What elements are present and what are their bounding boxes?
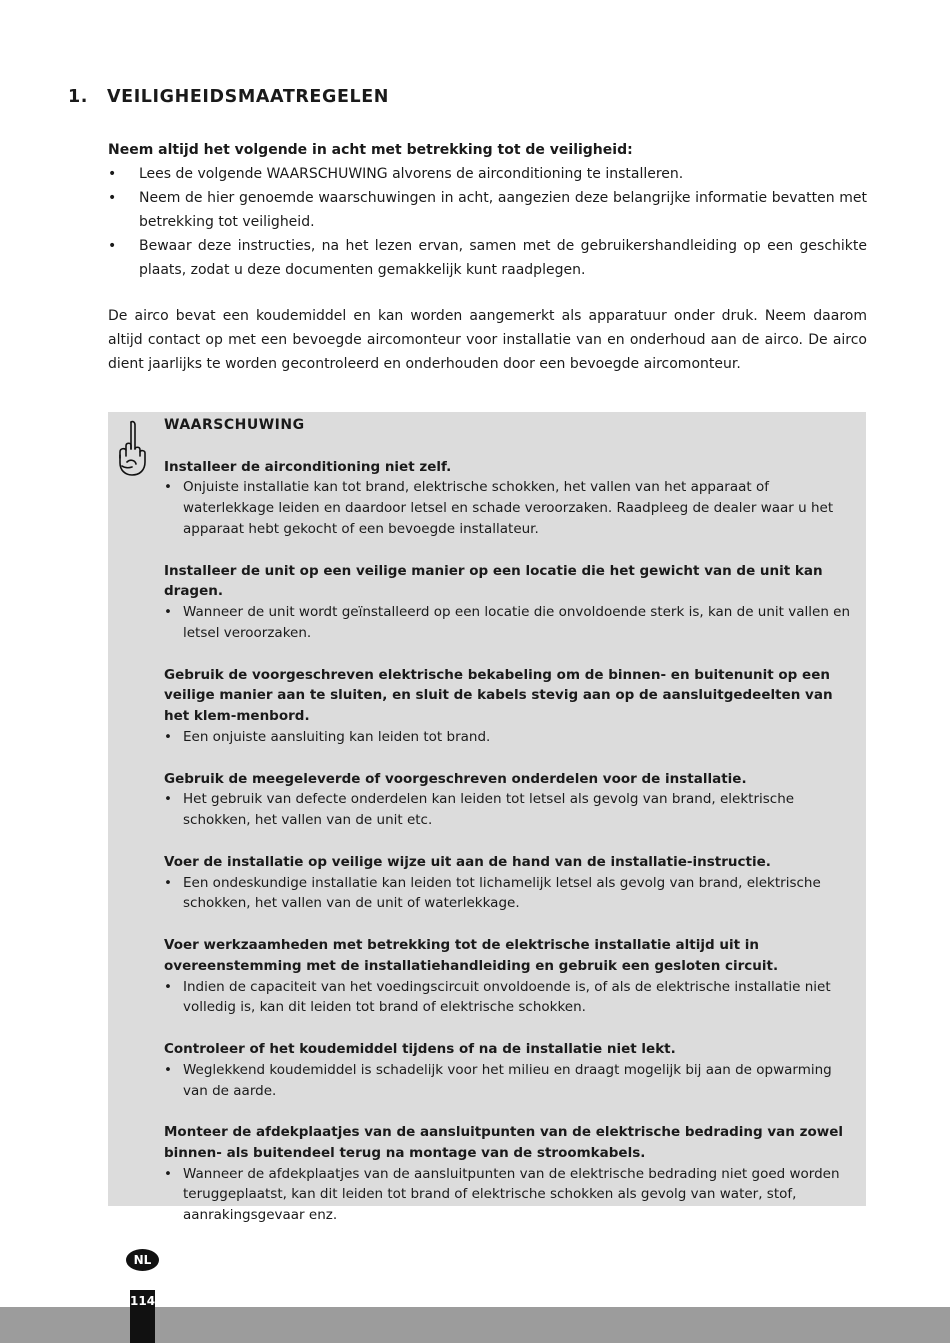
bullet-icon: • bbox=[164, 604, 172, 621]
warning-item-text: Een onjuiste aansluiting kan leiden tot brand. bbox=[183, 728, 491, 745]
intro-bullet bbox=[108, 234, 867, 282]
warning-item-text: Indien de capaciteit van het voedingscircuit onvoldoende is, of als de elektrische installatie niet volledig is, kan dit leiden tot brand of elektrische schokken. bbox=[183, 978, 831, 1016]
warning-heading: Voer de installatie op veilige wijze uit aan de hand van de installatie-instructie. bbox=[164, 853, 771, 870]
warning-heading: Controleer of het koudemiddel tijdens of na de installatie niet lekt. bbox=[164, 1040, 676, 1057]
intro bbox=[108, 138, 867, 282]
warning-heading: Gebruik de voorgeschreven elektrische bekabeling om de binnen- en buitenunit op een veilige manier aan te sluiten, en sluit de kabels stevig aan op de aansluitgedeelten van het klem-menbord. bbox=[164, 666, 833, 725]
intro-paragraph: De airco bevat een koudemiddel en kan worden aangemerkt als apparatuur onder druk. Neem daarom altijd contact op met een bevoegde aircomonteur voor installatie van en onderhoud aan de airco. De airco dient jaarlijks te worden gecontroleerd en onderhouden door een bevoegde aircomonteur. bbox=[108, 308, 867, 372]
warning-heading: Monteer de afdekplaatjes van de aansluitpunten van de elektrische bedrading van zowel binnen- als buitendeel terug na montage van de stroomkabels. bbox=[164, 1124, 843, 1161]
warning-block bbox=[164, 769, 854, 831]
warning-title: WAARSCHUWING bbox=[164, 417, 305, 433]
bullet-icon: • bbox=[164, 978, 172, 995]
warning-block bbox=[164, 561, 854, 644]
warning-block bbox=[164, 1122, 854, 1226]
bullet-icon: • bbox=[164, 791, 172, 808]
warning-block bbox=[164, 852, 854, 914]
language-badge: NL bbox=[126, 1249, 159, 1271]
warning-heading: Voer werkzaamheden met betrekking tot de elektrische installatie altijd uit in overeenstemming met de installatiehandleiding en gebruik een gesloten circuit. bbox=[164, 936, 779, 974]
section-number: 1. bbox=[68, 87, 89, 107]
warning-item bbox=[164, 977, 854, 1019]
bullet-icon: • bbox=[164, 479, 172, 496]
bullet-icon: • bbox=[108, 238, 117, 254]
warning-item bbox=[164, 789, 854, 831]
intro-bullet-text: Neem de hier genoemde waarschuwingen in acht, aangezien deze belangrijke informatie bevatten met betrekking tot veiligheid. bbox=[139, 190, 867, 230]
warning-block bbox=[164, 457, 854, 540]
bullet-icon: • bbox=[164, 1165, 172, 1182]
warning-item bbox=[164, 1060, 854, 1102]
warning-heading: Installeer de airconditioning niet zelf. bbox=[164, 458, 452, 475]
warning-item bbox=[164, 602, 854, 644]
bullet-icon: • bbox=[164, 874, 172, 891]
intro-bullet-text: Bewaar deze instructies, na het lezen ervan, samen met de gebruikershandleiding op een geschikte plaats, zodat u deze documenten gemakkelijk kunt raadplegen. bbox=[139, 238, 867, 278]
intro-bullet-text: Lees de volgende WAARSCHUWING alvorens de airconditioning te installeren. bbox=[139, 166, 684, 182]
warning-item-text: Het gebruik van defecte onderdelen kan leiden tot letsel als gevolg van brand, elektrische schokken, het vallen van de unit etc. bbox=[183, 791, 795, 829]
warning-content bbox=[164, 415, 854, 1247]
warning-block bbox=[164, 935, 854, 1018]
warning-item bbox=[164, 873, 854, 915]
pointing-hand-icon bbox=[114, 418, 150, 478]
intro-bullet bbox=[108, 186, 867, 234]
warning-item-text: Wanneer de afdekplaatjes van de aansluitpunten van de elektrische bedrading niet goed worden teruggeplaatst, kan dit leiden tot brand of elektrische schokken als gevolg van water, stof, aanrakingsgevaar enz. bbox=[183, 1165, 840, 1224]
bullet-icon: • bbox=[108, 166, 117, 182]
bullet-icon: • bbox=[164, 728, 172, 745]
warning-item bbox=[164, 477, 854, 539]
warning-item-text: Onjuiste installatie kan tot brand, elektrische schokken, het vallen van het apparaat of waterlekkage leiden en daardoor letsel en schade veroorzaken. Raadpleeg de dealer waar u het apparaat hebt gekocht of een bevoegde installateur. bbox=[183, 479, 834, 537]
intro-bullet bbox=[108, 162, 867, 186]
warning-heading: Gebruik de meegeleverde of voorgeschreven onderdelen voor de installatie. bbox=[164, 770, 747, 787]
warning-item-text: Weglekkend koudemiddel is schadelijk voor het milieu en draagt mogelijk bij aan de opwarming van de aarde. bbox=[183, 1061, 832, 1099]
warning-block bbox=[164, 665, 854, 748]
warning-item-text: Wanneer de unit wordt geïnstalleerd op een locatie die onvoldoende sterk is, kan de unit vallen en letsel veroorzaken. bbox=[183, 604, 851, 641]
warning-item-text: Een ondeskundige installatie kan leiden tot lichamelijk letsel als gevolg van brand, elektrische schokken, het vallen van de unit of waterlekkage. bbox=[183, 874, 821, 912]
warning-item bbox=[164, 727, 854, 748]
bullet-icon: • bbox=[108, 190, 117, 206]
section-title-text: VEILIGHEIDSMAATREGELEN bbox=[107, 87, 390, 107]
warning-block bbox=[164, 1039, 854, 1101]
warning-heading: Installeer de unit op een veilige manier op een locatie die het gewicht van de unit kan dragen. bbox=[164, 562, 823, 600]
warning-item bbox=[164, 1164, 854, 1226]
page-number: 114 bbox=[130, 1290, 155, 1343]
intro-lead: Neem altijd het volgende in acht met betrekking tot de veiligheid: bbox=[108, 142, 633, 158]
warning-box bbox=[108, 412, 866, 1224]
bullet-icon: • bbox=[164, 1061, 172, 1078]
section-title bbox=[68, 87, 389, 107]
